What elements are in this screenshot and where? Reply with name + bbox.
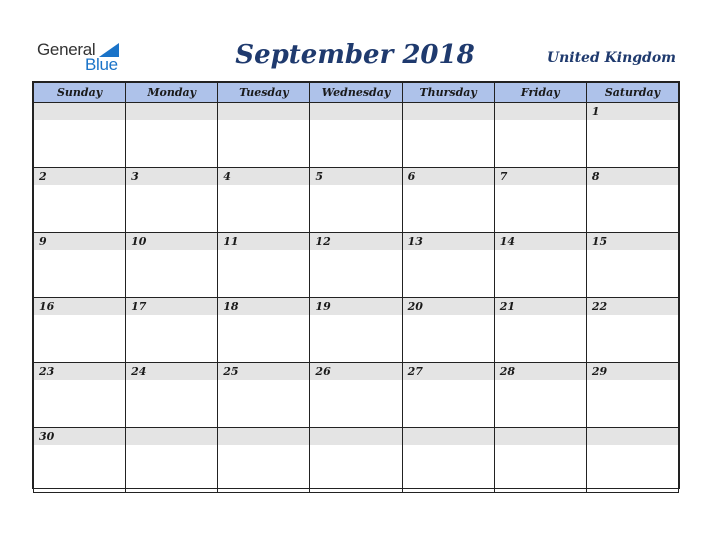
day-number xyxy=(218,428,309,445)
day-cell[interactable] xyxy=(494,233,586,298)
day-number: 9 xyxy=(34,233,125,250)
weekday-header-saturday: Saturday xyxy=(586,83,678,103)
day-cell[interactable] xyxy=(218,428,310,493)
day-cell[interactable] xyxy=(586,428,678,493)
weekday-header-row xyxy=(34,83,679,103)
day-cell[interactable] xyxy=(494,298,586,363)
day-number: 13 xyxy=(403,233,494,250)
day-cell[interactable] xyxy=(310,233,402,298)
day-number: 28 xyxy=(495,363,586,380)
day-number: 11 xyxy=(218,233,309,250)
day-number xyxy=(218,103,309,120)
day-number: 25 xyxy=(218,363,309,380)
week-row xyxy=(34,363,679,428)
day-cell[interactable] xyxy=(494,363,586,428)
week-row xyxy=(34,168,679,233)
week-row xyxy=(34,298,679,363)
day-number: 3 xyxy=(126,168,217,185)
day-number: 30 xyxy=(34,428,125,445)
calendar-grid xyxy=(32,81,680,489)
logo-word-blue: Blue xyxy=(85,55,118,74)
day-cell[interactable] xyxy=(218,103,310,168)
day-number: 18 xyxy=(218,298,309,315)
day-cell[interactable] xyxy=(402,428,494,493)
region-label: United Kingdom xyxy=(546,50,676,66)
day-cell[interactable] xyxy=(402,233,494,298)
day-number: 4 xyxy=(218,168,309,185)
day-number: 12 xyxy=(310,233,401,250)
day-cell[interactable] xyxy=(586,168,678,233)
day-number: 7 xyxy=(495,168,586,185)
day-cell[interactable] xyxy=(126,428,218,493)
day-cell[interactable] xyxy=(34,363,126,428)
weekday-header-wednesday: Wednesday xyxy=(310,83,402,103)
day-cell[interactable] xyxy=(494,168,586,233)
logo-word-general: General xyxy=(37,40,96,59)
day-number xyxy=(126,103,217,120)
day-cell[interactable] xyxy=(34,233,126,298)
day-number: 23 xyxy=(34,363,125,380)
day-cell[interactable] xyxy=(34,168,126,233)
weekday-header-tuesday: Tuesday xyxy=(218,83,310,103)
generalblue-logo xyxy=(37,38,127,74)
day-number: 2 xyxy=(34,168,125,185)
weekday-header-monday: Monday xyxy=(126,83,218,103)
day-cell[interactable] xyxy=(126,233,218,298)
day-cell[interactable] xyxy=(310,168,402,233)
day-number: 27 xyxy=(403,363,494,380)
day-number xyxy=(310,428,401,445)
day-number: 8 xyxy=(587,168,678,185)
day-cell[interactable] xyxy=(494,428,586,493)
day-cell[interactable] xyxy=(126,298,218,363)
day-number: 17 xyxy=(126,298,217,315)
day-cell[interactable] xyxy=(586,298,678,363)
day-number xyxy=(34,103,125,120)
day-number: 29 xyxy=(587,363,678,380)
day-cell[interactable] xyxy=(218,233,310,298)
day-cell[interactable] xyxy=(402,298,494,363)
day-cell[interactable] xyxy=(218,363,310,428)
day-number xyxy=(310,103,401,120)
day-number: 20 xyxy=(403,298,494,315)
day-cell[interactable] xyxy=(34,103,126,168)
day-number: 21 xyxy=(495,298,586,315)
day-number xyxy=(495,103,586,120)
day-cell[interactable] xyxy=(586,233,678,298)
day-number: 19 xyxy=(310,298,401,315)
day-cell[interactable] xyxy=(586,103,678,168)
day-number: 10 xyxy=(126,233,217,250)
day-cell[interactable] xyxy=(218,168,310,233)
day-number: 6 xyxy=(403,168,494,185)
day-cell[interactable] xyxy=(310,363,402,428)
day-cell[interactable] xyxy=(126,363,218,428)
day-number: 15 xyxy=(587,233,678,250)
day-cell[interactable] xyxy=(34,298,126,363)
day-number: 22 xyxy=(587,298,678,315)
weekday-header-friday: Friday xyxy=(494,83,586,103)
day-cell[interactable] xyxy=(218,298,310,363)
page-title: September 2018 xyxy=(235,40,475,70)
day-cell[interactable] xyxy=(126,103,218,168)
week-row xyxy=(34,103,679,168)
day-number: 16 xyxy=(34,298,125,315)
day-number xyxy=(403,428,494,445)
day-cell[interactable] xyxy=(494,103,586,168)
day-number: 1 xyxy=(587,103,678,120)
day-cell[interactable] xyxy=(402,168,494,233)
day-number: 26 xyxy=(310,363,401,380)
week-row xyxy=(34,428,679,493)
day-number xyxy=(126,428,217,445)
day-number: 5 xyxy=(310,168,401,185)
day-number: 14 xyxy=(495,233,586,250)
weekday-header-thursday: Thursday xyxy=(402,83,494,103)
day-number: 24 xyxy=(126,363,217,380)
day-cell[interactable] xyxy=(34,428,126,493)
day-cell[interactable] xyxy=(402,103,494,168)
day-cell[interactable] xyxy=(402,363,494,428)
day-cell[interactable] xyxy=(310,103,402,168)
day-number xyxy=(587,428,678,445)
day-cell[interactable] xyxy=(586,363,678,428)
week-row xyxy=(34,233,679,298)
weekday-header-sunday: Sunday xyxy=(34,83,126,103)
day-cell[interactable] xyxy=(310,298,402,363)
day-number xyxy=(403,103,494,120)
day-number xyxy=(495,428,586,445)
day-cell[interactable] xyxy=(310,428,402,493)
day-cell[interactable] xyxy=(126,168,218,233)
